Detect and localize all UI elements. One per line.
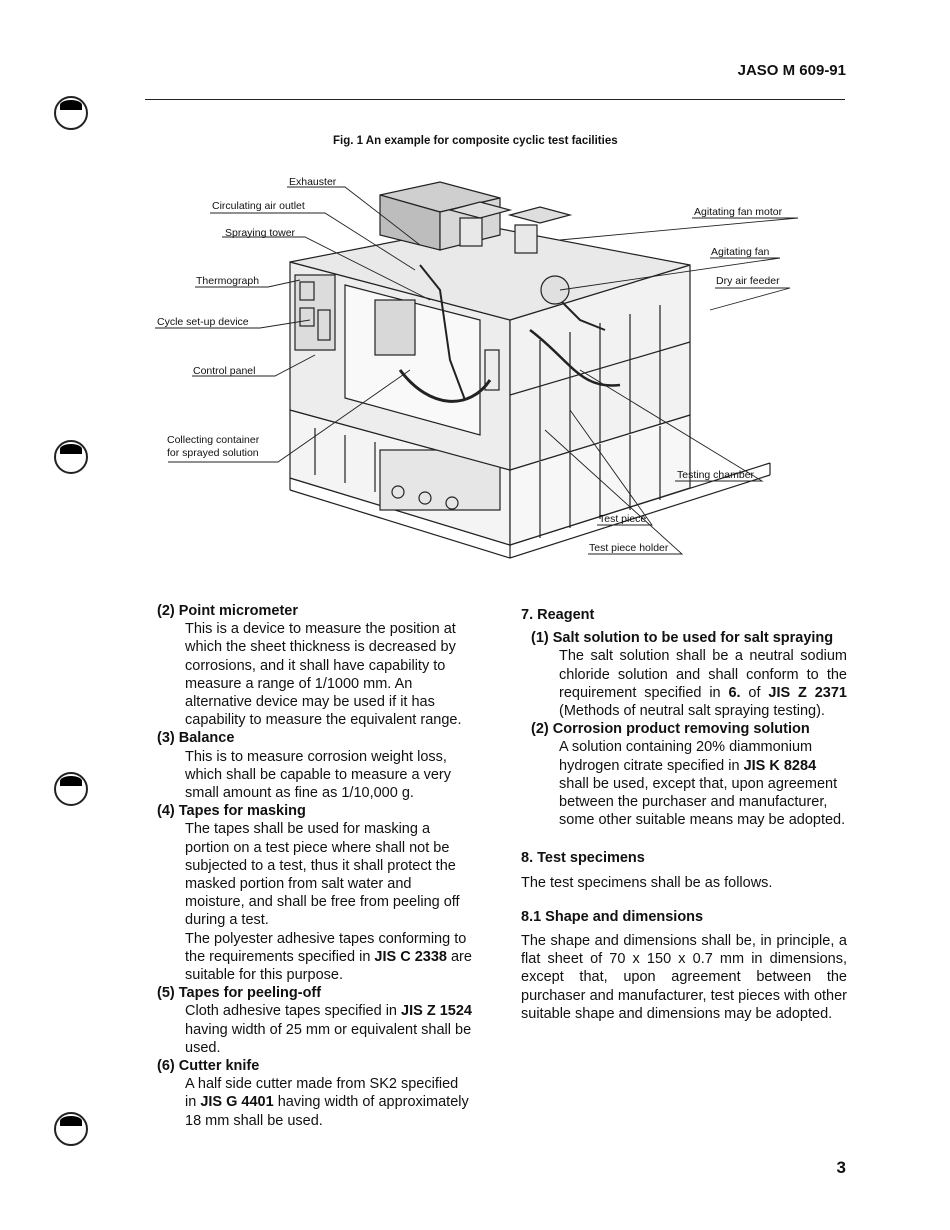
- label-cycle-set-up-device: Cycle set-up device: [157, 316, 249, 328]
- label-thermograph: Thermograph: [196, 275, 260, 287]
- standard-reference: JIS C 2338: [374, 948, 447, 965]
- item-number: (1): [531, 630, 549, 647]
- item-body: The salt solution shall be a neutral sodium chloride solution and shall conform to the requirement specified in 6. of JIS Z 2371 (Methods of neutral salt spraying testing).: [559, 648, 847, 720]
- page-number: 3: [836, 1158, 846, 1177]
- item-number: (3): [157, 730, 175, 747]
- label-collecting-container: Collecting container: [167, 434, 260, 446]
- item-body: The tapes shall be used for masking a portion on a test piece where shall not be subjected to a test, thus it shall protect the masked portion from salt water and moisture, and shall be free from peeling off during a test.: [185, 821, 460, 929]
- item-title: Point micrometer: [178, 603, 299, 619]
- item-title: Tapes for peeling-off: [178, 985, 322, 1002]
- list-item: [157, 802, 473, 984]
- section-heading: 8.1 Shape and dimensions: [521, 908, 704, 925]
- binder-hole: [54, 440, 88, 474]
- list-item: [157, 729, 473, 802]
- label-test-piece: Test piece: [599, 513, 647, 525]
- item-number: (5): [157, 985, 175, 1002]
- label-control-panel: Control panel: [193, 365, 256, 377]
- item-title: Salt solution to be used for salt spraying: [552, 630, 834, 647]
- item-title: Balance: [178, 730, 235, 747]
- standard-reference: JIS Z 2371: [768, 684, 847, 701]
- right-column: [521, 606, 847, 1023]
- label-test-piece-holder: Test piece holder: [589, 542, 669, 554]
- binder-hole: [54, 1112, 88, 1146]
- item-body: A half side cutter made from SK2 specified in JIS G 4401 having width of approximately 18 mm shall be used.: [185, 1076, 469, 1129]
- standard-reference: JIS K 8284: [743, 757, 817, 774]
- left-column: [157, 602, 473, 1130]
- item-title: Corrosion product removing solution: [552, 721, 810, 738]
- binder-hole: [54, 772, 88, 806]
- item-number: (6): [157, 1058, 175, 1075]
- list-item: [157, 1057, 473, 1130]
- item-number: (4): [157, 803, 175, 820]
- figure-caption: Fig. 1 An example for composite cyclic test facilities: [333, 135, 618, 147]
- item-number: (2): [531, 721, 549, 738]
- document-code: JASO M 609-91: [737, 62, 846, 79]
- item-body: This is a device to measure the position at which the sheet thickness is decreased by corrosions, and it shall have capability to measure a range of 1/1000 mm. An alternative device may be used if it has capability to measure the equivalent range.: [185, 621, 462, 729]
- label-testing-chamber: Testing chamber: [677, 469, 755, 481]
- item-title: Tapes for masking: [178, 803, 306, 820]
- section-heading: 8. Test specimens: [521, 850, 645, 867]
- section-heading: 7. Reagent: [521, 607, 595, 623]
- item-body: This is to measure corrosion weight loss, which shall be capable to measure a very small amount as fine as 1/10,000 g.: [185, 748, 451, 802]
- item-number: (2): [157, 603, 175, 619]
- section-body: The shape and dimensions shall be, in principle, a flat sheet of 70 x 150 x 0.7 mm in dimensions, except that, upon agreement between the purchaser and manufacturer, test pieces with other suitable shape and dimensions may be adopted.: [521, 933, 847, 1022]
- section-body: The test specimens shall be as follows.: [521, 874, 773, 891]
- list-item: [157, 602, 473, 729]
- item-body: A solution containing 20% diammonium hydrogen citrate specified in JIS K 8284 shall be used, except that, upon agreement between the purchaser and manufacturer, some other suitable means may be adopted.: [559, 739, 846, 829]
- label-circulating-air-outlet: Circulating air outlet: [212, 200, 305, 212]
- label-dry-air-feeder: Dry air feeder: [716, 275, 780, 287]
- standard-reference: JIS Z 1524: [401, 1003, 472, 1020]
- test-facility-illustration: [150, 170, 810, 575]
- item-body: Cloth adhesive tapes specified in JIS Z 1524 having width of 25 mm or equivalent shall be used.: [185, 1003, 472, 1056]
- label-agitating-fan: Agitating fan: [711, 246, 770, 258]
- item-title: Cutter knife: [178, 1058, 260, 1075]
- list-item: [157, 984, 473, 1057]
- header-rule: [145, 99, 845, 100]
- label-for-sprayed-solution: for sprayed solution: [167, 447, 259, 459]
- binder-hole: [54, 96, 88, 130]
- label-exhauster: Exhauster: [289, 176, 337, 188]
- label-agitating-fan-motor: Agitating fan motor: [694, 206, 783, 218]
- list-item: [521, 720, 847, 829]
- label-spraying-tower: Spraying tower: [225, 227, 296, 239]
- standard-reference: JIS G 4401: [200, 1094, 274, 1111]
- list-item: [521, 629, 847, 720]
- item-body-2: The polyester adhesive tapes conforming to the requirements specified in JIS C 2338 are suitable for this purpose.: [185, 930, 472, 984]
